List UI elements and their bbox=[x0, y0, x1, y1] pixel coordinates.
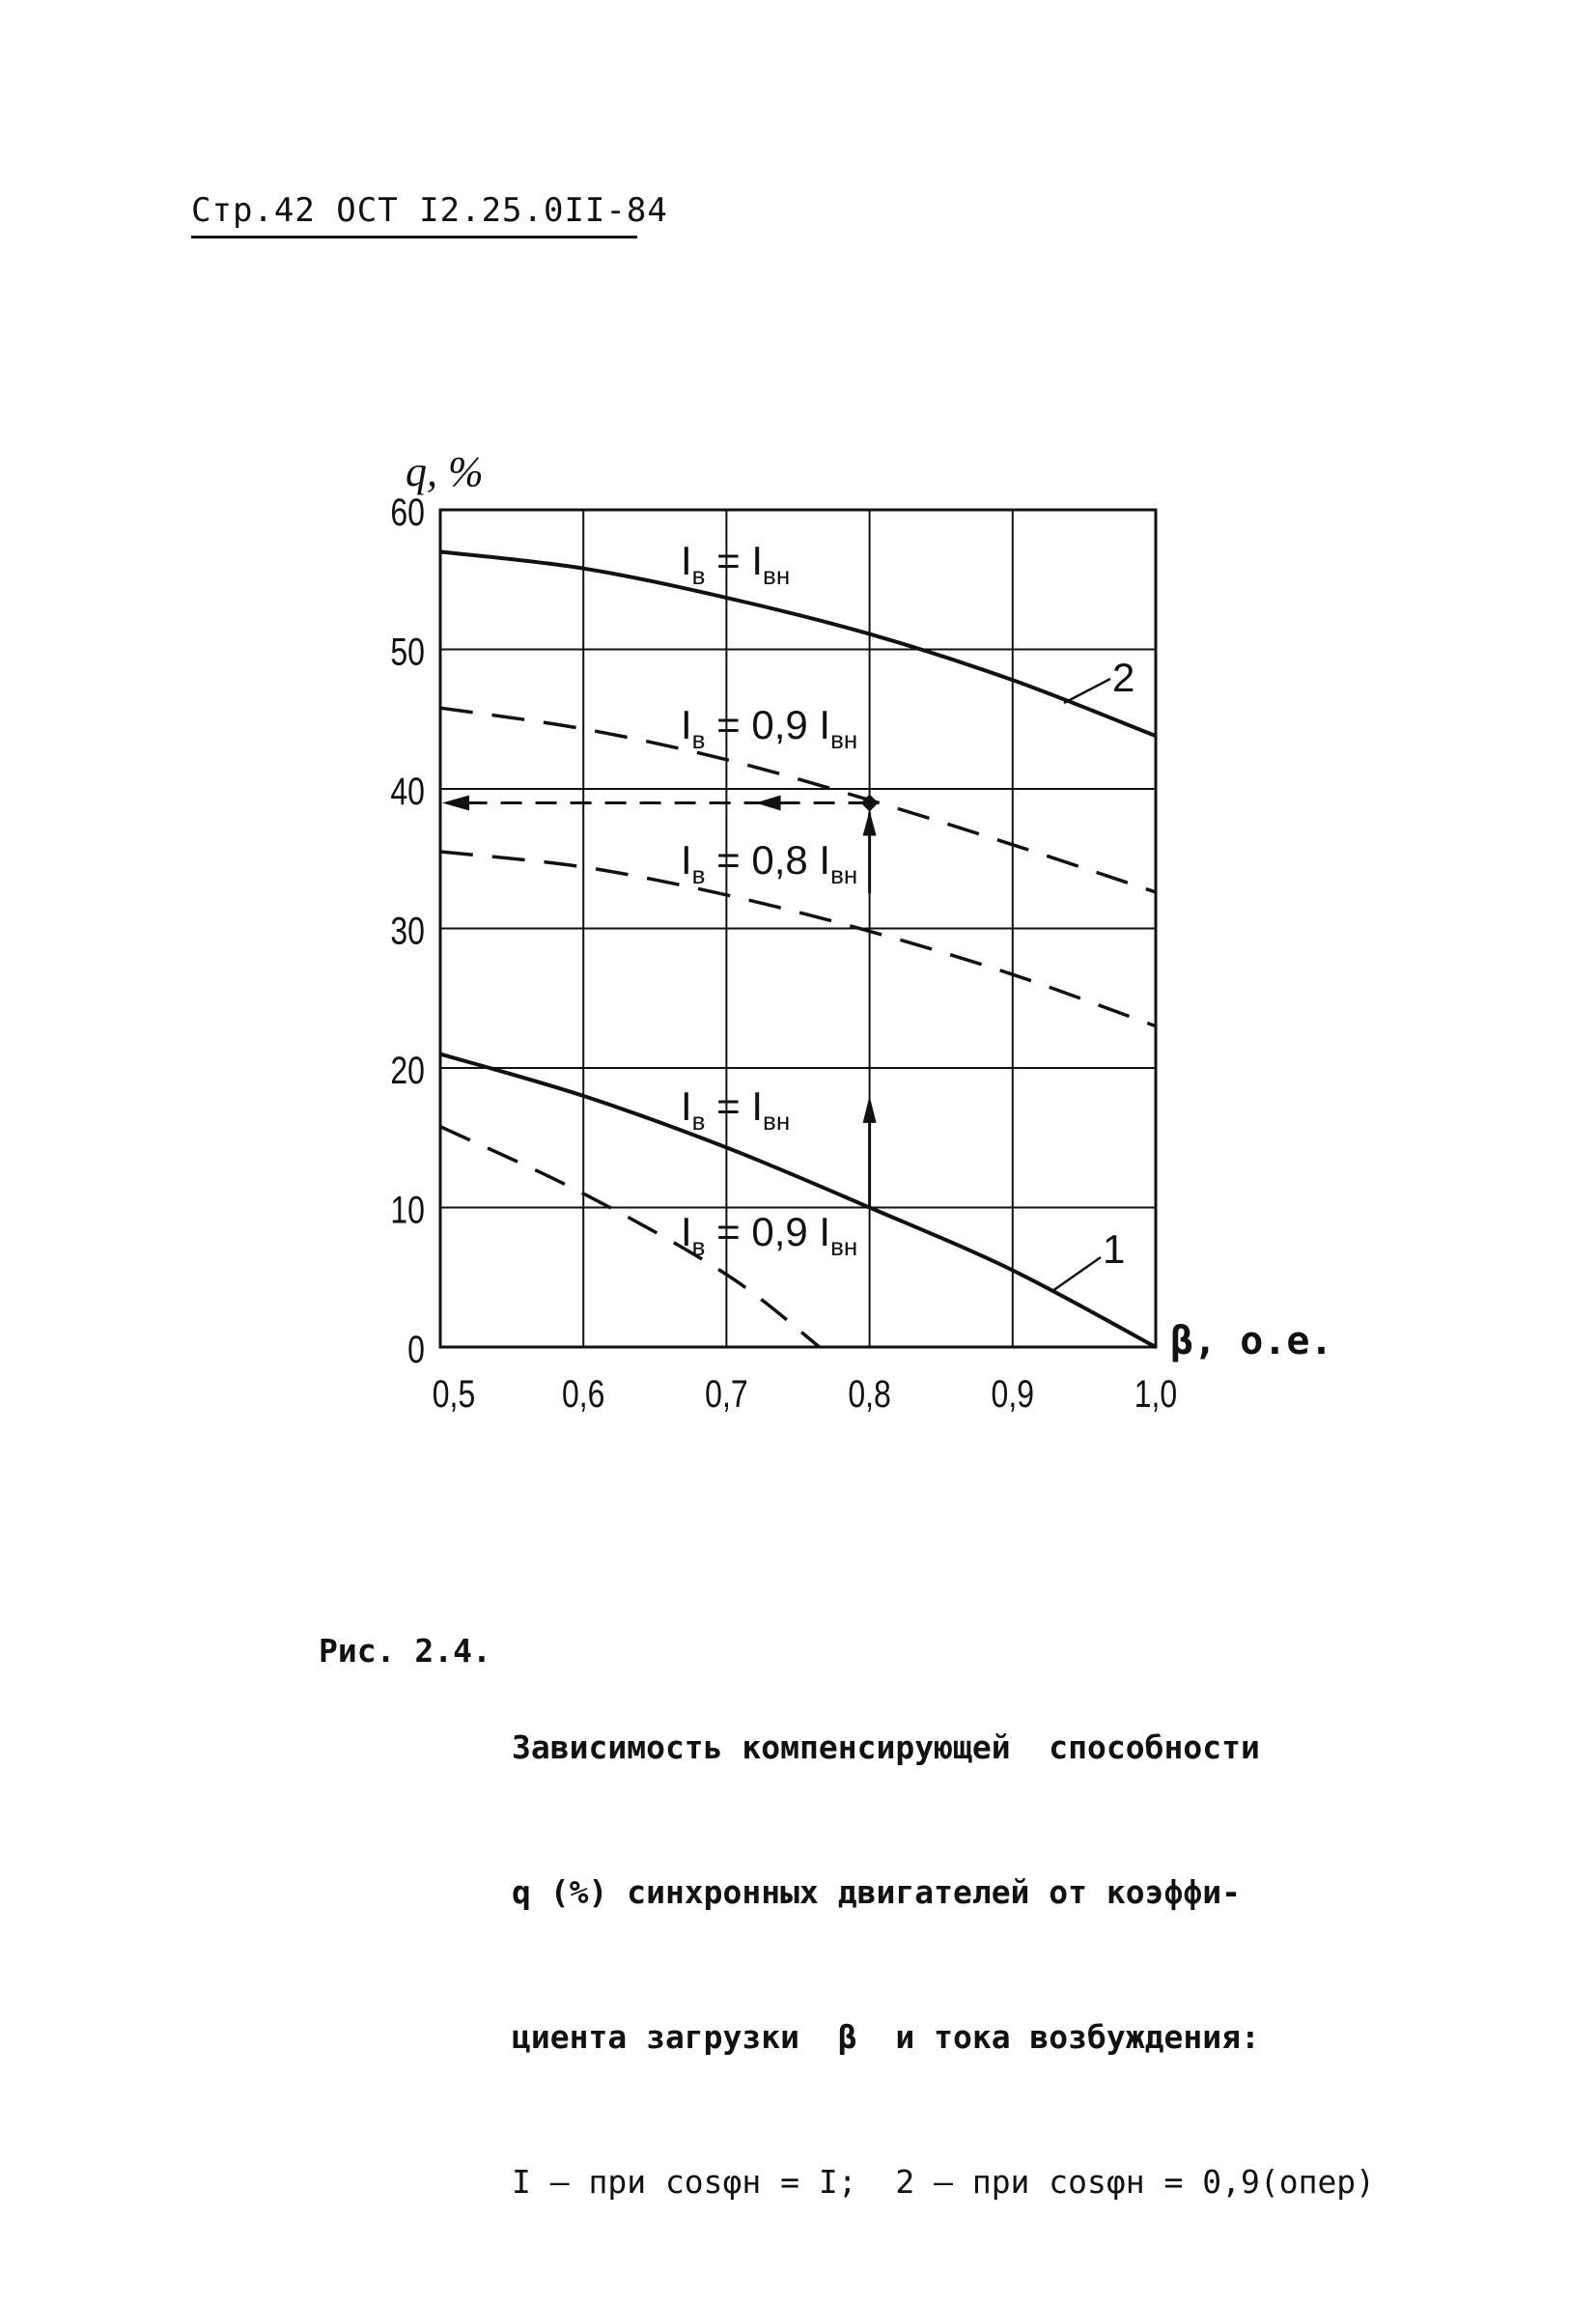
y-tick-label-6: 60 bbox=[390, 490, 425, 534]
curve-label-1: 1 bbox=[1103, 1226, 1126, 1272]
caption-line-1: Зависимость компенсирующей способности bbox=[512, 1728, 1260, 1766]
chart-annotation bbox=[442, 679, 1110, 1291]
x-tick-label-1: 0,6 bbox=[561, 1371, 605, 1416]
page-header: Стр.42 ОСТ I2.25.0II-84 bbox=[191, 191, 637, 239]
series-line-3 bbox=[440, 1054, 1156, 1347]
annotation-arrow-up-lower bbox=[863, 1096, 877, 1123]
y-tick-label-3: 30 bbox=[390, 909, 425, 953]
caption-body bbox=[512, 1627, 1375, 2303]
y-tick-label-5: 50 bbox=[390, 630, 425, 674]
figure-caption bbox=[319, 1627, 1376, 2201]
x-tick-label-5: 1,0 bbox=[1134, 1371, 1178, 1416]
x-tick-label-3: 0,8 bbox=[848, 1371, 891, 1416]
x-tick-label-4: 0,9 bbox=[991, 1371, 1035, 1416]
caption-figure-number: Рис. 2.4. bbox=[319, 1632, 491, 1670]
y-tick-label-0: 0 bbox=[407, 1327, 425, 1371]
series-label-3: $I_в = I_{вн}$ bbox=[681, 1083, 791, 1136]
y-tick-label-4: 40 bbox=[390, 769, 425, 813]
series-label-0: $I_в = I_{вн}$ bbox=[681, 538, 791, 590]
y-tick-label-1: 10 bbox=[390, 1188, 425, 1232]
x-tick-label-0: 0,5 bbox=[432, 1371, 476, 1416]
caption-line-2: q (%) синхронных двигателей от коэффи- bbox=[512, 1873, 1241, 1911]
annotation-arrow-up-upper bbox=[863, 810, 877, 835]
x-axis-label: β, о.е. bbox=[1170, 1319, 1333, 1363]
series-label-4: $I_в = 0,9$ $I_{вн}$ bbox=[681, 1209, 858, 1261]
curve-label-2: 2 bbox=[1112, 655, 1135, 700]
series-label-2: $I_в = 0,8$ $I_{вн}$ bbox=[681, 837, 858, 889]
y-axis-label: q, % bbox=[406, 448, 484, 495]
chart-ticks bbox=[390, 491, 1177, 1416]
caption-line-3: циента загрузки β и тока возбуждения: bbox=[512, 2018, 1260, 2056]
caption-line-4: I – при cosφн = I; 2 – при cosφн = 0,9(опер) bbox=[512, 2163, 1376, 2201]
x-tick-label-2: 0,7 bbox=[705, 1371, 748, 1416]
curve-2-leader bbox=[1064, 679, 1110, 703]
curve-1-leader bbox=[1052, 1257, 1101, 1291]
annotation-arrow-left bbox=[442, 795, 469, 810]
series-label-1: $I_в = 0,9$ $I_{вн}$ bbox=[681, 702, 858, 754]
y-tick-label-2: 20 bbox=[390, 1048, 425, 1092]
annotation-arrow-mid bbox=[756, 795, 781, 810]
